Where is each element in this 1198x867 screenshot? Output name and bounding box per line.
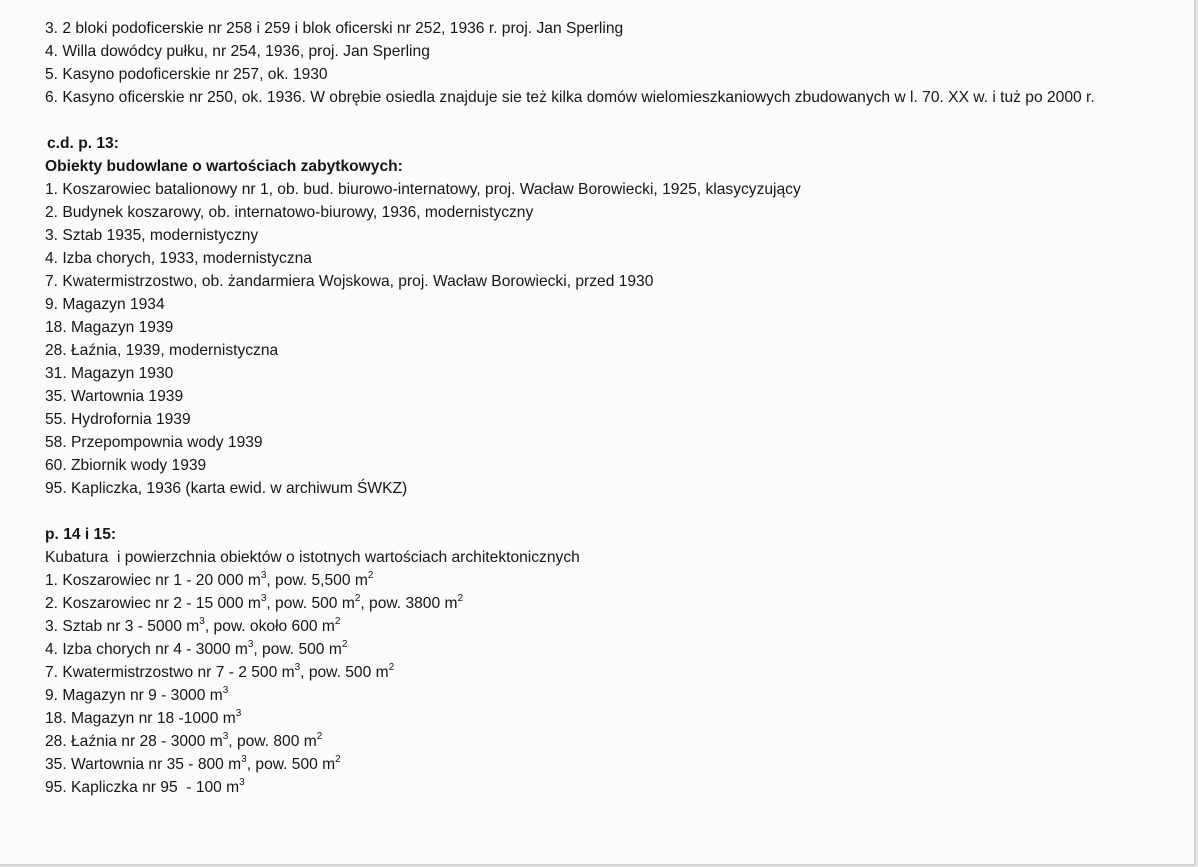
list-item: 58. Przepompownia wody 1939 <box>45 434 263 451</box>
list-item: 1. Koszarowiec nr 1 - 20 000 $m^3$, pow. 5,500 $m^2$ <box>45 569 374 589</box>
list-item: 4. Izba chorych nr 4 - 3000 $m^3$, pow. 500 $m^2$ <box>45 638 348 658</box>
list-item: 4. Willa dowódcy pułku, nr 254, 1936, proj. Jan Sperling <box>45 43 430 60</box>
document-body <box>45 17 1175 799</box>
list-item: 1. Koszarowiec batalionowy nr 1, ob. bud. biurowo-internatowy, proj. Wacław Borowiecki, 1925, klasycyzujący <box>45 181 801 198</box>
list-item: 31. Magazyn 1930 <box>45 365 174 382</box>
list-item: 9. Magazyn 1934 <box>45 296 165 313</box>
list-item: 28. Łaźnia, 1939, modernistyczna <box>45 342 279 359</box>
list-item: 7. Kwatermistrzostwo, ob. żandarmiera Wojskowa, proj. Wacław Borowiecki, przed 1930 <box>45 273 654 290</box>
list-item: 35. Wartownia nr 35 - 800 $m^3$, pow. 500 $m^2$ <box>45 753 341 773</box>
list-item: 18. Magazyn 1939 <box>45 319 174 336</box>
list-item: 7. Kwatermistrzostwo nr 7 - 2 500 $m^3$, pow. 500 $m^2$ <box>45 661 395 681</box>
page-reference: p. 14 i 15: <box>45 526 117 543</box>
list-item: 55. Hydrofornia 1939 <box>45 411 191 428</box>
list-item: 2. Budynek koszarowy, ob. internatowo-biurowy, 1936, modernistyczny <box>45 204 534 221</box>
list-item: 9. Magazyn nr 9 - 3000 $m^3$ <box>45 684 229 704</box>
section-p14-15 <box>45 523 1175 799</box>
list-item: 60. Zbiornik wody 1939 <box>45 457 207 474</box>
list-item: 95. Kapliczka, 1936 (karta ewid. w archiwum ŚWKZ) <box>45 480 408 497</box>
list-item: 95. Kapliczka nr 95 - 100 $m^3$ <box>45 776 245 796</box>
list-item: 2. Koszarowiec nr 2 - 15 000 $m^3$, pow. 500 $m^2$, pow. 3800 $m^2$ <box>45 592 464 612</box>
section-p13 <box>45 132 1175 500</box>
list-item: 28. Łaźnia nr 28 - 3000 $m^3$, pow. 800 $m^2$ <box>45 730 323 750</box>
list-item: 6. Kasyno oficerskie nr 250, ok. 1936. W obrębie osiedla znajduje sie też kilka domów wielomieszkaniowych zbudowanych w l. 70. XX w. i tuż po 2000 r. <box>45 89 1095 106</box>
list-item: 5. Kasyno podoficerskie nr 257, ok. 1930 <box>45 66 328 83</box>
list-item: 3. Sztab 1935, modernistyczny <box>45 227 259 244</box>
spacer <box>45 109 1175 132</box>
list-item: 4. Izba chorych, 1933, modernistyczna <box>45 250 312 267</box>
list-item: 35. Wartownia 1939 <box>45 388 184 405</box>
page-reference: c.d. p. 13: <box>47 135 119 152</box>
list-part1 <box>45 17 1175 109</box>
section-heading: Kubatura i powierzchnia obiektów o istotnych wartościach architektonicznych <box>45 549 580 566</box>
spacer <box>45 500 1175 523</box>
list-item: 3. 2 bloki podoficerskie nr 258 i 259 i blok oficerski nr 252, 1936 r. proj. Jan Sperling <box>45 20 624 37</box>
list-item: 18. Magazyn nr 18 -1000 $m^3$ <box>45 707 242 727</box>
section-heading: Obiekty budowlane o wartościach zabytkowych: <box>45 158 403 175</box>
list-item: 3. Sztab nr 3 - 5000 $m^3$, pow. około 600 $m^2$ <box>45 615 341 635</box>
